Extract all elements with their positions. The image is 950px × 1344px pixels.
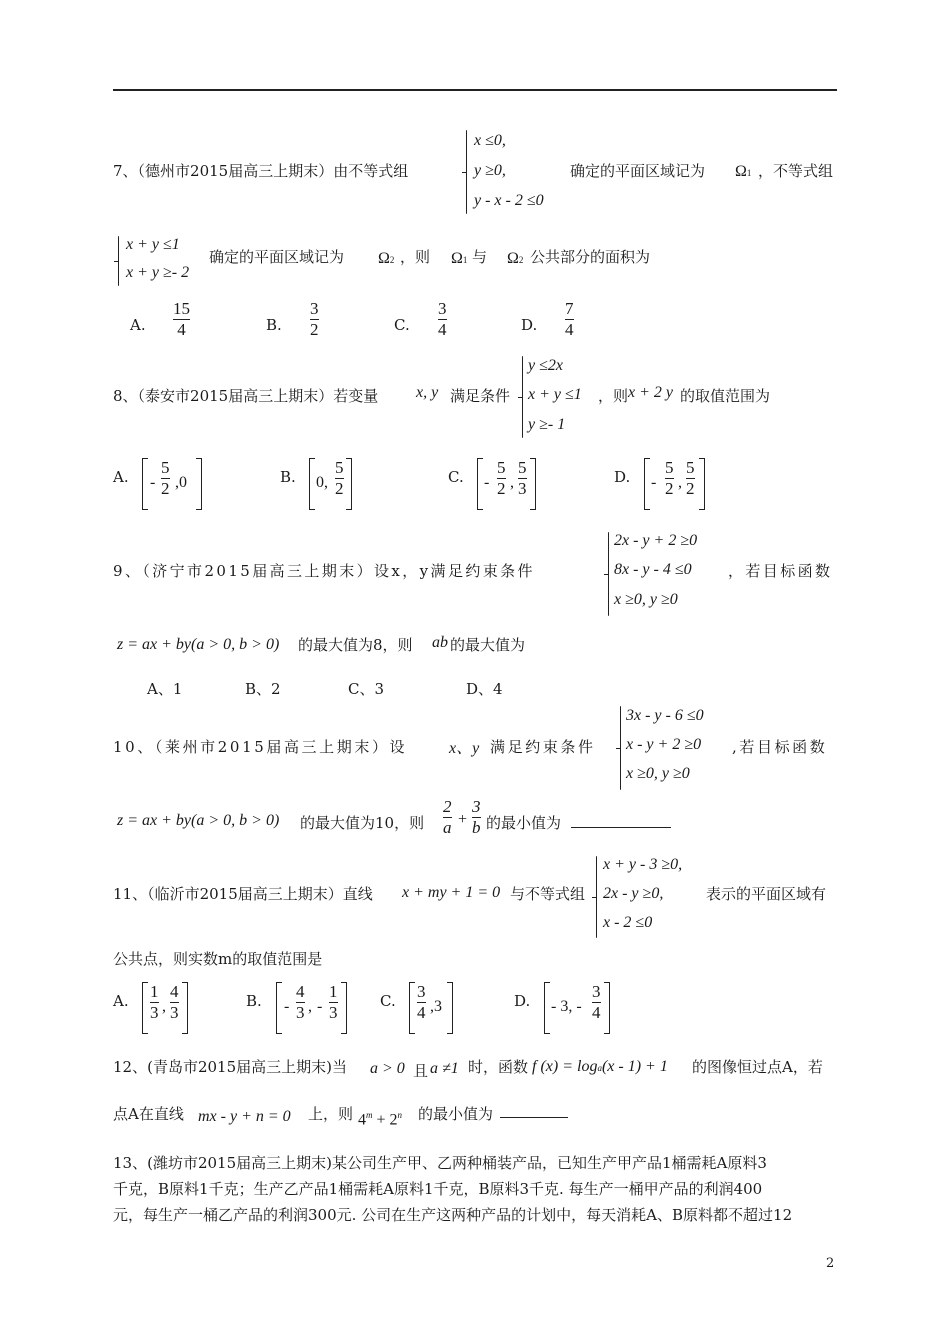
q7-mid1: 确定的平面区域记为 — [570, 162, 706, 180]
q10-frac2: 3 b — [472, 797, 481, 837]
q8-mid3: 的取值范围为 — [680, 387, 771, 405]
q8-mid1: 满足条件 — [450, 387, 511, 405]
q7-system2-brace — [118, 236, 119, 286]
q12-expr: $4^m + 2^n$ — [358, 1110, 403, 1129]
q7-mid3: 确定的平面区域记为 — [209, 248, 345, 266]
q10-sys-line2: x - y + 2 ≥0 — [626, 736, 702, 753]
q11-a-comma: , — [162, 998, 166, 1015]
q12-cond2: a ≠1 — [430, 1060, 459, 1077]
q12-mid3: 上，则 — [308, 1105, 354, 1123]
q8-expr: x + 2 y — [628, 384, 673, 401]
q9-option-b: B、2 — [245, 680, 281, 698]
q10-mid2: ,若目标函数 — [732, 738, 828, 756]
q10-answer-blank — [571, 827, 671, 828]
q7-sys1-line3: y - x - 2 ≤0 — [474, 192, 544, 209]
q9-sys-line1: 2x - y + 2 ≥0 — [614, 532, 698, 549]
q9-option-a: A、1 — [147, 680, 183, 698]
q11-c-tail: ,3 — [430, 998, 442, 1015]
q7-option-c-label: C. — [394, 316, 410, 334]
q7-mid2: ，不等式组 — [758, 162, 834, 180]
q11-c-frac: 3 4 — [417, 982, 426, 1022]
q8-d-fraction1: 5 2 — [665, 458, 674, 498]
q9-option-d: D、4 — [466, 680, 503, 698]
q8-c-bracket-left — [477, 458, 483, 510]
q13-line1: 13、(潍坊市2015届高三上期末)某公司生产甲、乙两种桶装产品，已知生产甲产品1桶需耗A原料3 — [113, 1154, 767, 1172]
q9-expr: z = ax + by(a > 0, b > 0) — [117, 636, 280, 653]
q11-b-sign2: - — [317, 998, 323, 1015]
q12-cond: a > 0 — [370, 1060, 405, 1077]
q8-c-fraction2: 5 3 — [518, 458, 527, 498]
q12-mid2: 的图像恒过点A，若 — [692, 1058, 823, 1076]
omega-2: Ω2 — [378, 250, 395, 267]
q12-answer-blank — [500, 1117, 568, 1118]
q11-option-b-label: B. — [246, 992, 262, 1010]
q12-line: mx - y + n = 0 — [198, 1108, 291, 1125]
q8-option-d-label: D. — [614, 468, 631, 486]
q13-line2: 千克，B原料1千克；生产乙产品1桶需耗A原料1千克，B原料3千克. 每生产一桶甲产品的利润400 — [113, 1180, 763, 1198]
q11-b-comma: , — [308, 998, 312, 1015]
q7-option-a-label: A. — [130, 316, 146, 334]
omega-2b: Ω2 — [507, 250, 524, 267]
q11-b-frac2: 1 3 — [329, 982, 338, 1022]
q7-mid5: 与 — [472, 248, 488, 266]
q8-sys-line2: x + y ≤1 — [528, 386, 582, 403]
q11-b-bracket-left — [276, 982, 282, 1034]
q12-intro: 12、(青岛市2015届高三上期末)当 — [113, 1058, 347, 1076]
q11-c-bracket-right — [447, 982, 453, 1034]
q8-option-c-label: C. — [448, 468, 464, 486]
q7-option-b-label: B. — [266, 316, 282, 334]
q11-b-bracket-right — [341, 982, 347, 1034]
q11-c-bracket-left — [409, 982, 415, 1034]
q7-option-c-fraction: 3 4 — [438, 299, 447, 339]
q11-mid1: 与不等式组 — [510, 885, 586, 903]
q8-d-comma: , — [678, 474, 682, 491]
q8-sys-line1: y ≤2x — [528, 357, 563, 374]
q10-sys-line1: 3x - y - 6 ≤0 — [626, 707, 704, 724]
q8-b-left: 0, — [316, 474, 328, 491]
q7-intro: 7、（德州市2015届高三上期末）由不等式组 — [113, 162, 409, 180]
q11-a-bracket-left — [142, 982, 148, 1034]
q9-option-c: C、3 — [348, 680, 385, 698]
q8-sys-line3: y ≥- 1 — [528, 416, 566, 433]
q9-mid1: ，若目标函数 — [728, 562, 833, 580]
q8-option-a-label: A. — [113, 468, 129, 486]
q8-mid2: ，则 — [598, 387, 629, 405]
q11-d-bracket-right — [604, 982, 610, 1034]
q8-option-b-label: B. — [280, 468, 296, 486]
q9-mid3: 的最大值为 — [450, 636, 526, 654]
q8-d-bracket-left — [644, 458, 650, 510]
q11-a-bracket-right — [182, 982, 188, 1034]
q12-mid4: 的最小值为 — [418, 1105, 494, 1123]
q13-line3: 元，每生产一桶乙产品的利润300元. 公司在生产这两种产品的计划中，每天消耗A、B原料都不超过12 — [113, 1206, 793, 1224]
q9-system-brace — [608, 532, 609, 616]
q8-c-left: - — [484, 474, 490, 491]
q10-mid1: 满足约束条件 — [490, 738, 596, 756]
q11-intro: 11、（临沂市2015届高三上期末）直线 — [113, 885, 373, 903]
q12-and: 且 — [413, 1062, 429, 1080]
q8-intro: 8、（泰安市2015届高三上期末）若变量 — [113, 387, 379, 405]
q8-c-bracket-right — [530, 458, 536, 510]
q11-d-frac: 3 4 — [592, 982, 601, 1022]
q10-system-brace — [620, 706, 621, 790]
q7-mid6: 公共部分的面积为 — [530, 248, 651, 266]
q7-sys2-line1: x + y ≤1 — [126, 236, 180, 253]
q8-b-bracket-right — [346, 458, 352, 510]
q12-func: f (x) = loga(x - 1) + 1 — [532, 1058, 668, 1075]
q10-expr: z = ax + by(a > 0, b > 0) — [117, 812, 280, 829]
q11-a-frac1: 1 3 — [150, 982, 159, 1022]
q11-b-frac1: 4 3 — [296, 982, 305, 1022]
q12-line2a: 点A在直线 — [113, 1105, 184, 1123]
q7-option-d-label: D. — [521, 316, 538, 334]
q7-option-a-fraction: 15 4 — [173, 299, 190, 339]
q11-option-d-label: D. — [514, 992, 531, 1010]
header-rule — [113, 89, 837, 91]
q8-system-brace — [522, 356, 523, 438]
q10-sys-line3: x ≥0, y ≥0 — [626, 765, 690, 782]
omega-1b: Ω1 — [451, 250, 468, 267]
q11-d-bracket-left — [544, 982, 550, 1034]
q9-intro: 9、（济宁市2015届高三上期末）设x，y满足约束条件 — [113, 562, 535, 580]
omega-1: Ω1 — [735, 163, 752, 180]
q7-sys2-line2: x + y ≥- 2 — [126, 264, 190, 281]
q8-a-fraction: 5 2 — [161, 458, 170, 498]
q11-system-brace — [596, 856, 597, 938]
q11-d-head: - 3, - — [551, 998, 582, 1015]
q8-c-fraction1: 5 2 — [497, 458, 506, 498]
q10-vars: x、y — [449, 740, 480, 757]
q10-mid3: 的最大值为10，则 — [300, 814, 425, 832]
q11-mid2: 表示的平面区域有 — [706, 885, 827, 903]
q8-c-comma: , — [510, 474, 514, 491]
q7-sys1-line1: x ≤0, — [474, 132, 506, 149]
q11-b-sign1: - — [284, 998, 290, 1015]
q11-option-c-label: C. — [380, 992, 396, 1010]
q7-system1-brace — [466, 130, 467, 214]
q8-vars: x, y — [416, 384, 439, 401]
q10-frac1: 2 a — [443, 797, 452, 837]
q11-sys-line3: x - 2 ≤0 — [603, 914, 653, 931]
q8-a-bracket-right — [196, 458, 202, 510]
q8-d-fraction2: 5 2 — [686, 458, 695, 498]
q8-d-left: - — [651, 474, 657, 491]
q9-sys-line3: x ≥0, y ≥0 — [614, 591, 678, 608]
q11-line2: 公共点，则实数m的取值范围是 — [113, 950, 323, 968]
q8-b-fraction: 5 2 — [335, 458, 344, 498]
q10-plus: + — [458, 811, 468, 828]
q10-intro: 10、（莱州市2015届高三上期末）设 — [113, 738, 408, 756]
q9-mid2: 的最大值为8，则 — [298, 636, 413, 654]
q8-a-right: ,0 — [175, 474, 187, 491]
q12-mid1: 时，函数 — [468, 1058, 529, 1076]
q9-sys-line2: 8x - y - 4 ≤0 — [614, 561, 692, 578]
q7-option-d-fraction: 7 4 — [565, 299, 574, 339]
q8-a-bracket-left — [142, 458, 148, 510]
q11-line: x + my + 1 = 0 — [402, 884, 501, 901]
q7-sys1-line2: y ≥0, — [474, 162, 506, 179]
q9-ab: ab — [432, 634, 448, 651]
q10-mid4: 的最小值为 — [486, 814, 562, 832]
q11-option-a-label: A. — [113, 992, 129, 1010]
q7-mid4: ，则 — [400, 248, 431, 266]
q8-d-bracket-right — [699, 458, 705, 510]
q8-a-left: - — [150, 474, 156, 491]
q7-option-b-fraction: 3 2 — [310, 299, 319, 339]
q11-sys-line1: x + y - 3 ≥0, — [603, 856, 683, 873]
q11-sys-line2: 2x - y ≥0, — [603, 885, 664, 902]
q8-b-bracket-left — [309, 458, 315, 510]
page-number: 2 — [826, 1256, 835, 1271]
q11-a-frac2: 4 3 — [170, 982, 179, 1022]
